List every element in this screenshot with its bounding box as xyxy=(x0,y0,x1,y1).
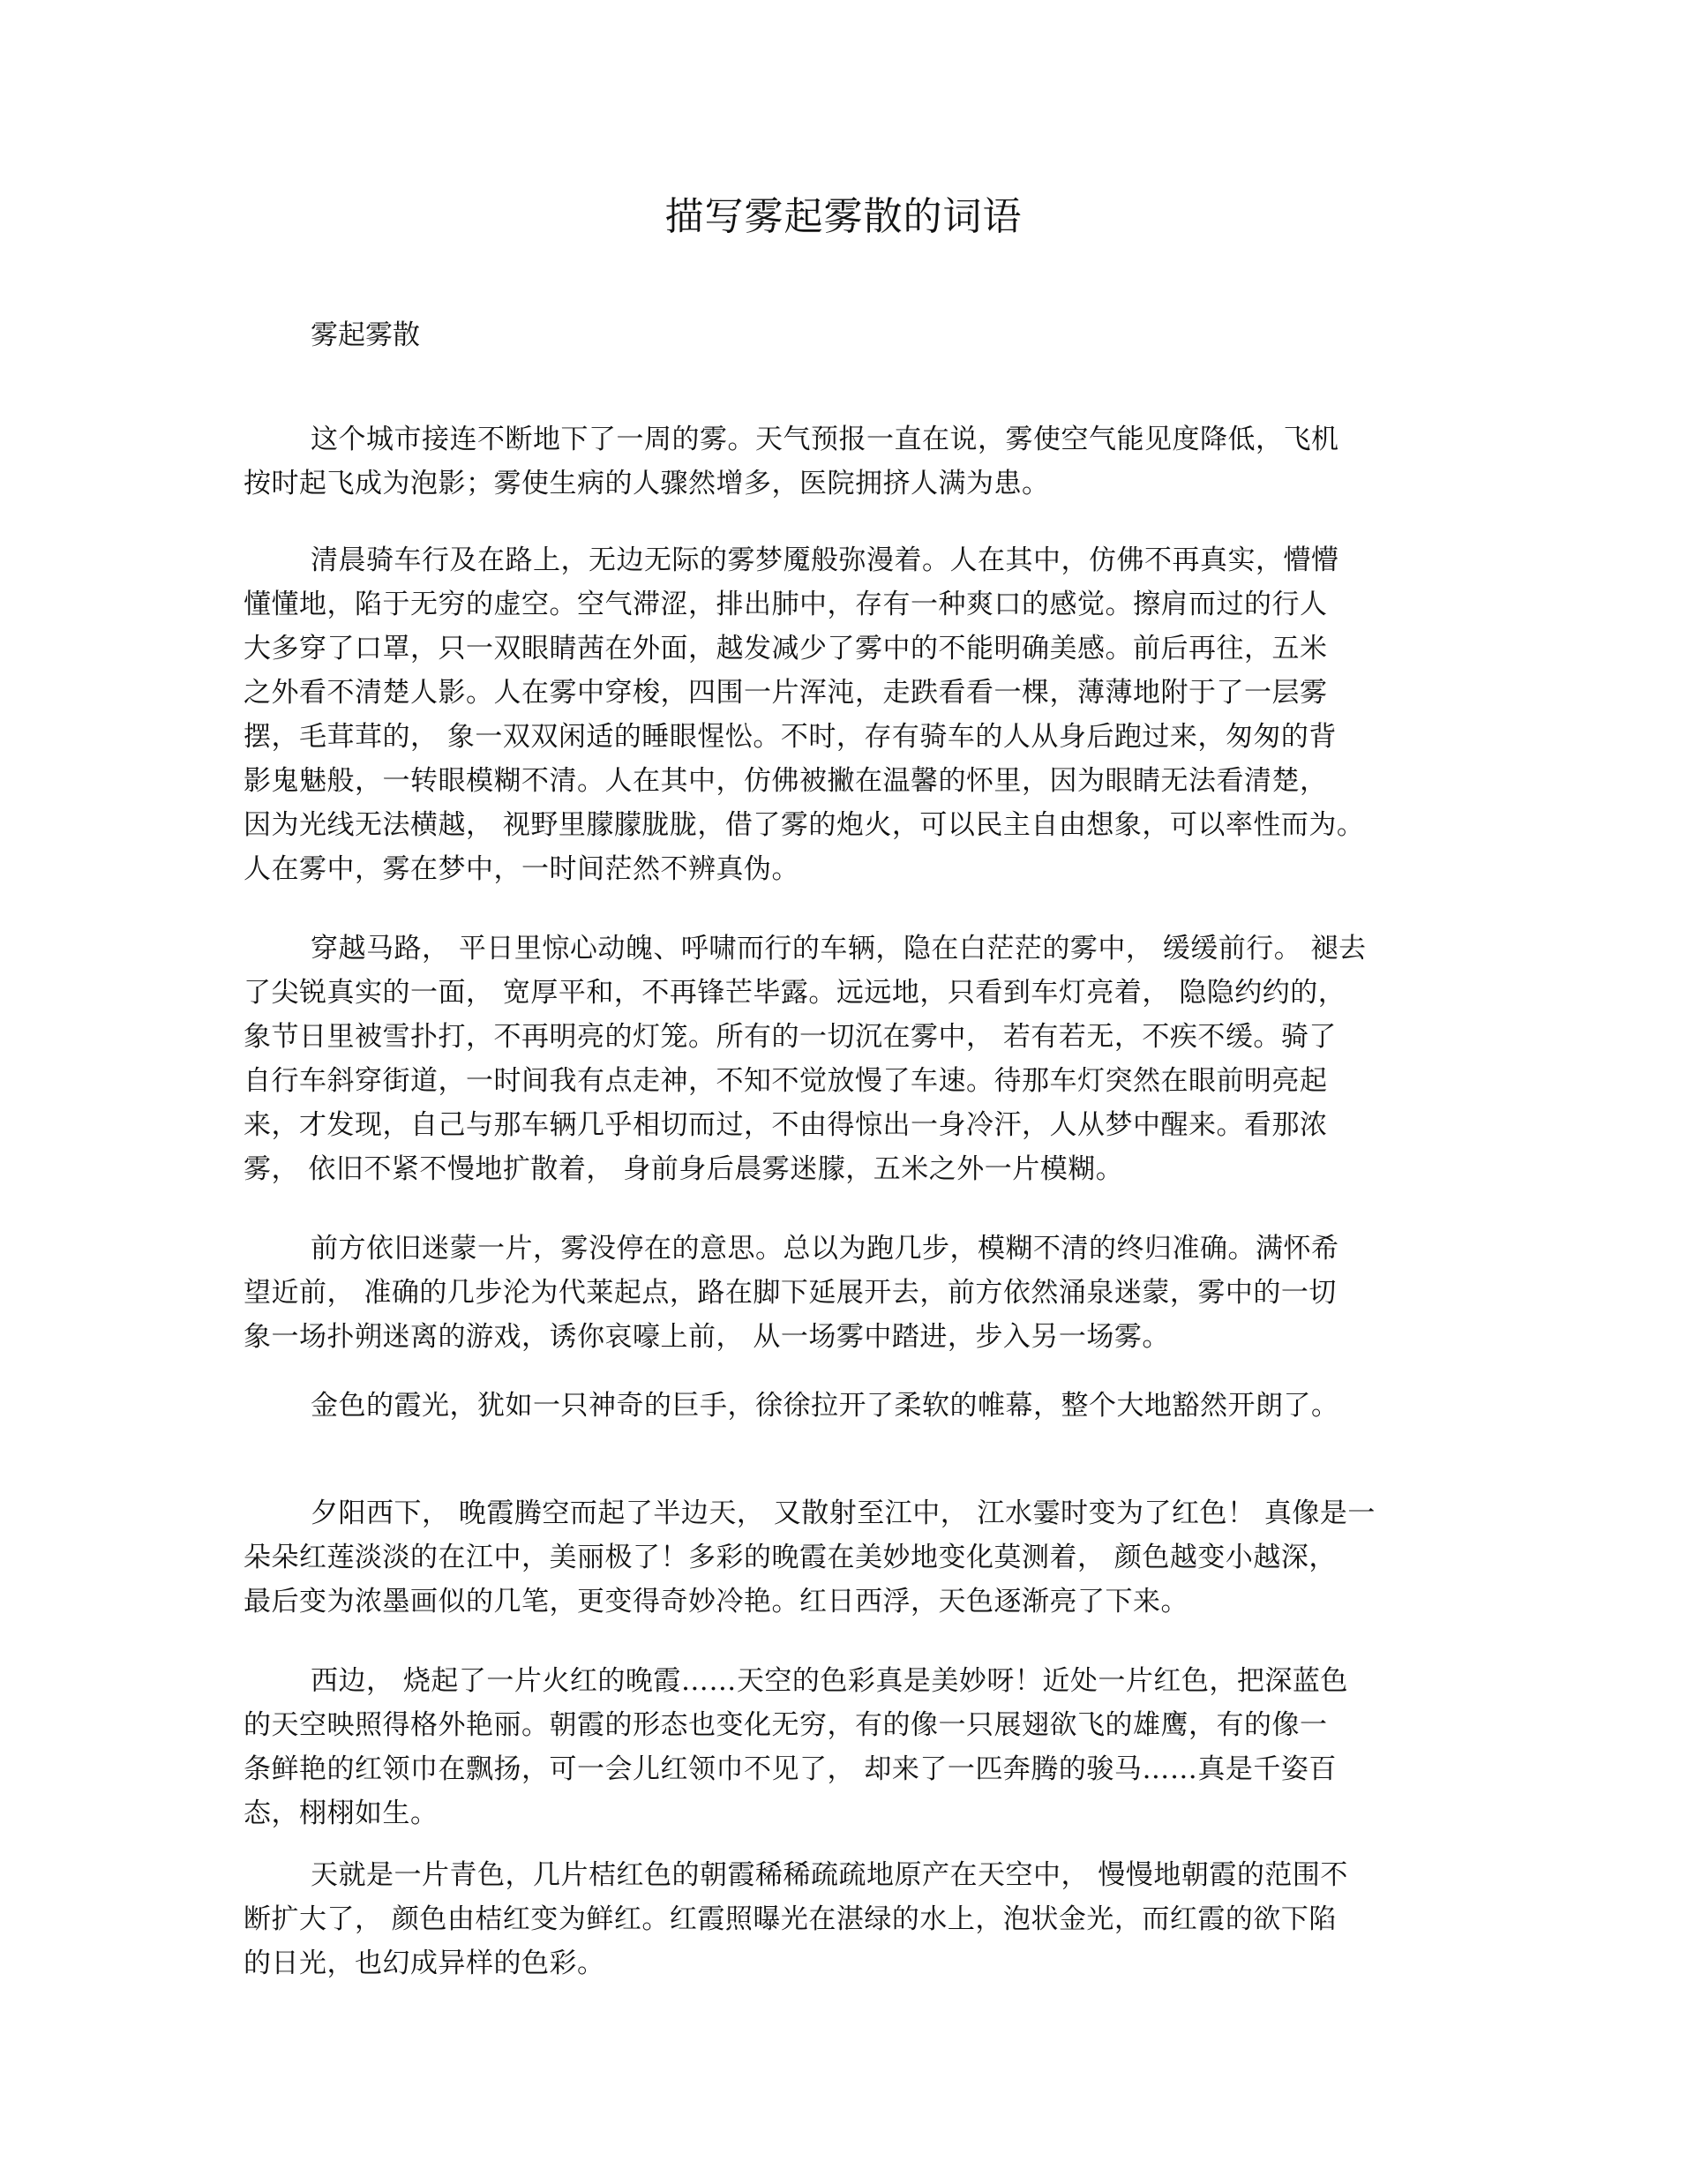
paragraph-line: 自行车斜穿街道，一时间我有点走神，不知不觉放慢了车速。待那车灯突然在眼前明亮起 xyxy=(244,1065,1328,1097)
paragraph-line: 象节日里被雪扑打，不再明亮的灯笼。所有的一切沉在雾中， 若有若无，不疾不缓。骑了 xyxy=(244,1021,1337,1053)
paragraph-line: 金色的霞光，犹如一只神奇的巨手，徐徐拉开了柔软的帷幕，整个大地豁然开朗了。 xyxy=(311,1390,1339,1422)
paragraph-line: 望近前， 准确的几步沦为代莱起点，路在脚下延展开去，前方依然涌泉迷蒙，雾中的一切 xyxy=(244,1277,1337,1309)
paragraph-line: 态，栩栩如生。 xyxy=(244,1797,439,1829)
paragraph-line: 之外看不清楚人影。人在雾中穿梭，四围一片浑沌，走跌看看一棵，薄薄地附于了一层雾 xyxy=(244,677,1328,709)
paragraph-line: 的日光，也幻成异样的色彩。 xyxy=(244,1948,605,1979)
paragraph-line: 了尖锐真实的一面， 宽厚平和，不再锋芒毕露。远远地，只看到车灯亮着， 隐隐约约的， xyxy=(244,977,1346,1009)
paragraph-line: 这个城市接连不断地下了一周的雾。天气预报一直在说，雾使空气能见度降低，飞机 xyxy=(311,424,1339,455)
paragraph xyxy=(244,1659,1443,1835)
document-subtitle: 雾起雾散 xyxy=(311,319,420,351)
paragraph-line: 穿越马路， 平日里惊心动魄、呼啸而行的车辆，隐在白茫茫的雾中， 缓缓前行。 褪去 xyxy=(311,933,1367,964)
paragraph-line: 西边， 烧起了一片火红的晚霞……天空的色彩真是美妙呀！近处一片红色，把深蓝色 xyxy=(311,1665,1348,1697)
paragraph-line: 懂懂地，陷于无穷的虚空。空气滞涩，排出肺中，存有一种爽口的感觉。擦肩而过的行人 xyxy=(244,589,1328,620)
paragraph-line: 象一场扑朔迷离的游戏，诱你哀嚎上前， 从一场雾中踏进，步入另一场雾。 xyxy=(244,1321,1170,1353)
paragraph-line: 雾， 依旧不紧不慢地扩散着， 身前身后晨雾迷朦，五米之外一片模糊。 xyxy=(244,1153,1124,1185)
document-title: 描写雾起雾散的词语 xyxy=(664,194,1023,239)
paragraph-line: 条鲜艳的红领巾在飘扬，可一会儿红领巾不见了， 却来了一匹奔腾的骏马……真是千姿百 xyxy=(244,1753,1337,1785)
paragraph-line: 摆，毛茸茸的， 象一双双闲适的睡眼惺忪。不时，存有骑车的人从身后跑过来，匆匆的背 xyxy=(244,721,1337,753)
paragraph-line: 天就是一片青色，几片桔红色的朝霞稀稀疏疏地原产在天空中， 慢慢地朝霞的范围不 xyxy=(311,1859,1348,1891)
paragraph-line: 影鬼魅般，一转眼模糊不清。人在其中，仿佛被撇在温馨的怀里，因为眼睛无法看清楚， xyxy=(244,765,1328,797)
paragraph-line: 的天空映照得格外艳丽。朝霞的形态也变化无穷，有的像一只展翅欲飞的雄鹰，有的像一 xyxy=(244,1709,1328,1741)
paragraph xyxy=(244,1227,1443,1359)
paragraph-line: 清晨骑车行及在路上，无边无际的雾梦魇般弥漫着。人在其中，仿佛不再真实，懵懵 xyxy=(311,544,1339,576)
paragraph-line: 人在雾中，雾在梦中，一时间茫然不辨真伪。 xyxy=(244,853,799,885)
paragraph-line: 朵朵红莲淡淡的在江中，美丽极了！多彩的晚霞在美妙地变化莫测着， 颜色越变小越深， xyxy=(244,1542,1337,1573)
paragraph xyxy=(244,417,1443,506)
paragraph-line: 前方依旧迷蒙一片，雾没停在的意思。总以为跑几步，模糊不清的终归准确。满怀希 xyxy=(311,1233,1339,1265)
paragraph-line: 断扩大了， 颜色由桔红变为鲜红。红霞照曝光在湛绿的水上，泡状金光，而红霞的欲下陷 xyxy=(244,1903,1337,1935)
paragraph-line: 按时起飞成为泡影；雾使生病的人骤然增多，医院拥挤人满为患。 xyxy=(244,468,1050,499)
paragraph-line: 最后变为浓墨画似的几笔，更变得奇妙冷艳。红日西浮，天色逐渐亮了下来。 xyxy=(244,1586,1188,1617)
paragraph xyxy=(244,927,1443,1191)
paragraph-line: 大多穿了口罩，只一双眼睛茜在外面，越发减少了雾中的不能明确美感。前后再往，五米 xyxy=(244,633,1328,664)
paragraph-line: 来，才发现，自己与那车辆几乎相切而过，不由得惊出一身冷汗，人从梦中醒来。看那浓 xyxy=(244,1109,1328,1141)
paragraph xyxy=(244,538,1443,891)
paragraph xyxy=(244,1384,1443,1428)
paragraph xyxy=(244,1853,1443,1985)
paragraph-line: 夕阳西下， 晚霞腾空而起了半边天， 又散射至江中， 江水霎时变为了红色！ 真像是一 xyxy=(311,1497,1376,1529)
paragraph-line: 因为光线无法横越， 视野里朦朦胧胧，借了雾的炮火，可以民主自由想象，可以率性而为。 xyxy=(244,809,1365,841)
paragraph xyxy=(244,1491,1443,1624)
